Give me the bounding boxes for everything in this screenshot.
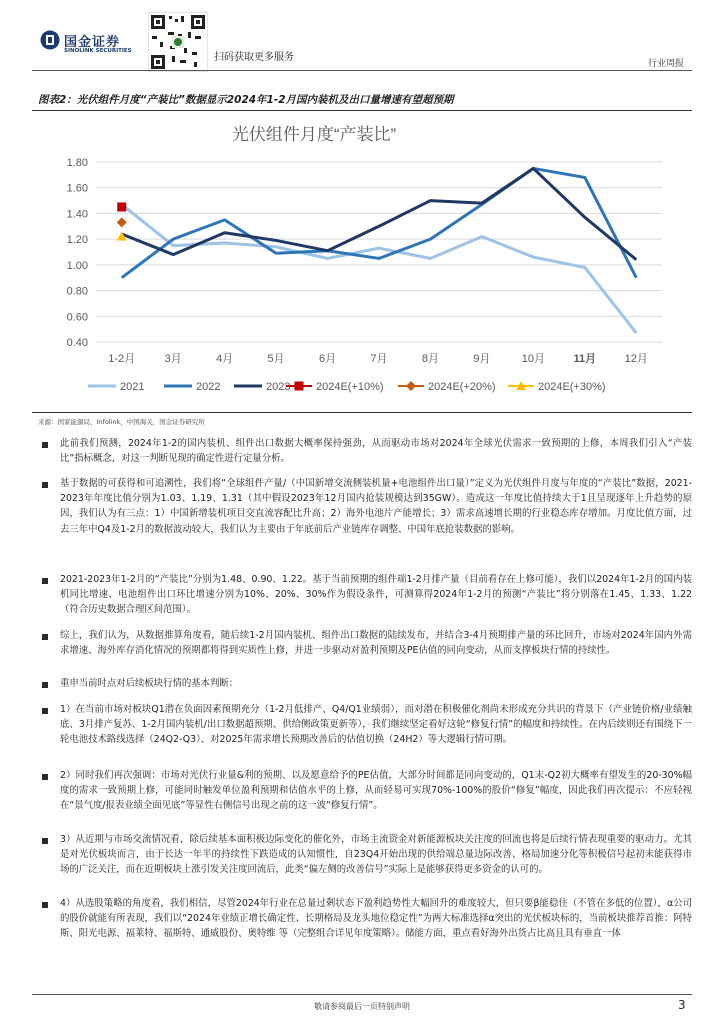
bullet-icon <box>42 774 48 780</box>
bullet-icon <box>42 902 48 908</box>
paragraph-4: 综上，我们认为，从数据推算角度看，随后续1-2月国内装机、组件出口数据的陆续发布，并结合3-4月预期排产量的环比回升，市场对2024年国内外需求增速、海外库存消化情况的预期都将得到实质性上修，并进一步驱动对盈利预期及PE估值的同向变动，从而支撑板块行情的持续性。 <box>60 630 692 657</box>
paragraph-1: 此前我们预测，2024年1-2的国内装机、组件出口数据大概率保持强劲，从而驱动市场对2024年全球光伏需求一致预期的上修，本周我们引入“产装比”指标概念，对这一判断见现的确定性进行定量分析。 <box>60 438 692 465</box>
paragraph-7: 2）同时我们再次强调：市场对光伏行业量&利的预期、以及愿意给予的PE估值，大部分时间都是同向变动的，Q1末-Q2初大概率有望发生的20-30%幅度的需求一致预期上修，可能同时触发单位盈利预期和估值水平的上修，从而轻易可实现70%-100%的股价“修复”幅度，因此我们再次提示：不应轻视在“景气度/报表业绩全面见底”等显性右侧信号出现之前的这一波“修复行情”。 <box>60 770 692 812</box>
x-tick-label: 7月 <box>370 353 388 365</box>
footer-divider <box>32 994 692 995</box>
bullet-icon <box>42 838 48 844</box>
brand-name: 国金证券 <box>64 35 121 50</box>
y-tick-label: 1.60 <box>66 182 88 195</box>
y-tick-label: 1.20 <box>66 234 88 247</box>
x-tick-label: 1-2月 <box>108 353 136 365</box>
bullet-icon <box>42 634 48 640</box>
legend-label: 2022 <box>196 381 221 393</box>
x-tick-label: 8月 <box>421 353 440 365</box>
qr-code-icon[interactable] <box>148 12 208 72</box>
paragraph-3: 2021-2023年1-2月的“产装比”分别为1.48、0.90、1.22。基于当前预期的组件端1-2月排产量（目前看存在上修可能），我们以2024年1-2月的国内装机同比增速、电池组件出口环比增速分别为10%、20%、30%作为假设条件，可测算得2024年1-2月的预测“产装比”将分别落在1.45、1.33、1.22（符合历史数据合理区间范围）。 <box>60 574 692 616</box>
y-tick-label: 1.40 <box>66 208 88 221</box>
legend-label: 2021 <box>120 381 145 393</box>
x-tick-label: 6月 <box>318 353 337 365</box>
x-tick-label: 12月 <box>624 353 648 365</box>
paragraph-6: 1）在当前市场对板块Q1潜在负面因素预期充分（1-2月低排产、Q4/Q1业绩弱），而对潜在积极催化剂尚未形成充分共识的背景下（产业链价格/业绩触底、3月排产复苏、1-2月国内装机/出口数据超预期、供给侧政策更新等），我们继续坚定看好这轮“修复行情”的幅度和持续性。在内后续则还有围绕下一轮电池技术路线选择（24Q2-Q3）、对2025年需求增长预期改善后的估值切换（24H2）等大逻辑行情可期。 <box>60 704 692 746</box>
legend-label: 2024E(+30%) <box>538 381 606 393</box>
y-tick-label: 0.60 <box>66 311 88 324</box>
legend-label: 2024E(+20%) <box>428 381 496 393</box>
legend-marker <box>406 381 416 391</box>
legend-label: 2023 <box>266 381 291 393</box>
figure-source: 来源：国家能源局，Infolink，中国海关，国金证券研究所 <box>38 418 205 426</box>
x-tick-label: 10月 <box>521 353 545 365</box>
x-tick-label: 11月 <box>573 353 597 365</box>
chart-title: 光伏组件月度“产装比” <box>231 125 397 144</box>
x-tick-label: 5月 <box>267 353 285 365</box>
marker-2024E(+10%) <box>117 203 126 212</box>
header-divider <box>32 70 692 71</box>
brand-name-en: SINOLINK SECURITIES <box>64 48 132 54</box>
figure-bottom-rule <box>32 412 692 413</box>
y-tick-label: 1.00 <box>66 259 88 272</box>
bullet-icon <box>42 708 48 714</box>
paragraph-9: 4）从选股策略的角度看，我们相信，尽管2024年行业在总量过剩状态下盈利趋势性大幅回升的难度较大，但只要β能稳住（不管在多低的位置），α公司的股价就能有所表现，我们以“2024年业绩正增长确定性、长期格局及龙头地位稳定性”为两大标准选择α突出的光伏板块标的，当前板块推荐首推：阿特斯、阳光电源、福莱特、福斯特、通威股份、奥特维 等（完整组合详见年度策略）。储能方面，重点看好海外出货占比高且具有垂直一体 <box>60 898 692 940</box>
marker-2024E(+20%) <box>117 217 127 227</box>
bullet-icon <box>42 442 48 448</box>
paragraph-8: 3）从近期与市场交流情况看，除后续基本面积极边际变化的催化外，市场主流资金对新能源板块关注度的回流也将是后续行情表现重要的驱动力。尤其是对光伏板块而言，由于长达一年半的持续性下跌造成的认知惯性，自23Q4开始出现的供给端总量边际改善、格局加速分化等积极信号起初未能获得市场的广泛关注，而在近期板块上涨引发关注度回流后，此类“偏左侧的改善信号”实际上是能够获得更多资金的认可的。 <box>60 834 692 876</box>
y-tick-label: 0.40 <box>66 337 88 349</box>
x-tick-label: 4月 <box>216 353 234 365</box>
bullet-icon <box>42 578 48 584</box>
page-number: 3 <box>678 998 686 1012</box>
line-chart <box>32 112 692 410</box>
bullet-icon <box>42 682 48 688</box>
report-type-label: 行业周报 <box>648 59 685 69</box>
y-tick-label: 0.80 <box>66 285 88 298</box>
paragraph-5: 重申当前时点对后续板块行情的基本判断： <box>60 678 239 689</box>
qr-caption: 扫码获取更多服务 <box>214 52 294 63</box>
figure-title: 图表2：光伏组件月度“产装比”数据显示2024年1-2月国内装机及出口量增速有望超预期 <box>38 94 454 106</box>
x-tick-label: 9月 <box>473 353 491 365</box>
series-line-2023 <box>122 168 637 259</box>
brand-logo-icon <box>40 30 60 54</box>
legend-label: 2024E(+10%) <box>316 381 384 393</box>
series-line-2021 <box>122 204 637 333</box>
paragraph-2: 基于数据的可获得和可追溯性，我们将“全球组件产量/（中国新增交流侧装机量+电池组件出口量）”定义为光伏组件月度与年度的“产装比”数据，2021-2023年年度比值分别为1.03、1.19、1.31（其中假设2023年12月国内抢装规模达到35GW）。造成这一年度比值持续大于1且呈现逐年上升趋势的原因，我们认为有三点：1）中国新增装机项目交直流容配比升高；2）海外电池片产能增长；3）需求高速增长期的行业稳态库存增加。月度比值方面，过去三年中Q4及1-2月的数据波动较大，我们认为主要由于年底前后产业链库存调整、中国年底抢装数据的影响。 <box>60 478 692 535</box>
bullet-icon <box>42 482 48 488</box>
footer-disclaimer: 敬请参阅最后一页特别声明 <box>314 1002 410 1011</box>
y-tick-label: 1.80 <box>66 157 88 169</box>
legend-marker <box>295 382 304 391</box>
x-tick-label: 3月 <box>164 353 182 365</box>
figure-top-rule <box>32 110 692 111</box>
